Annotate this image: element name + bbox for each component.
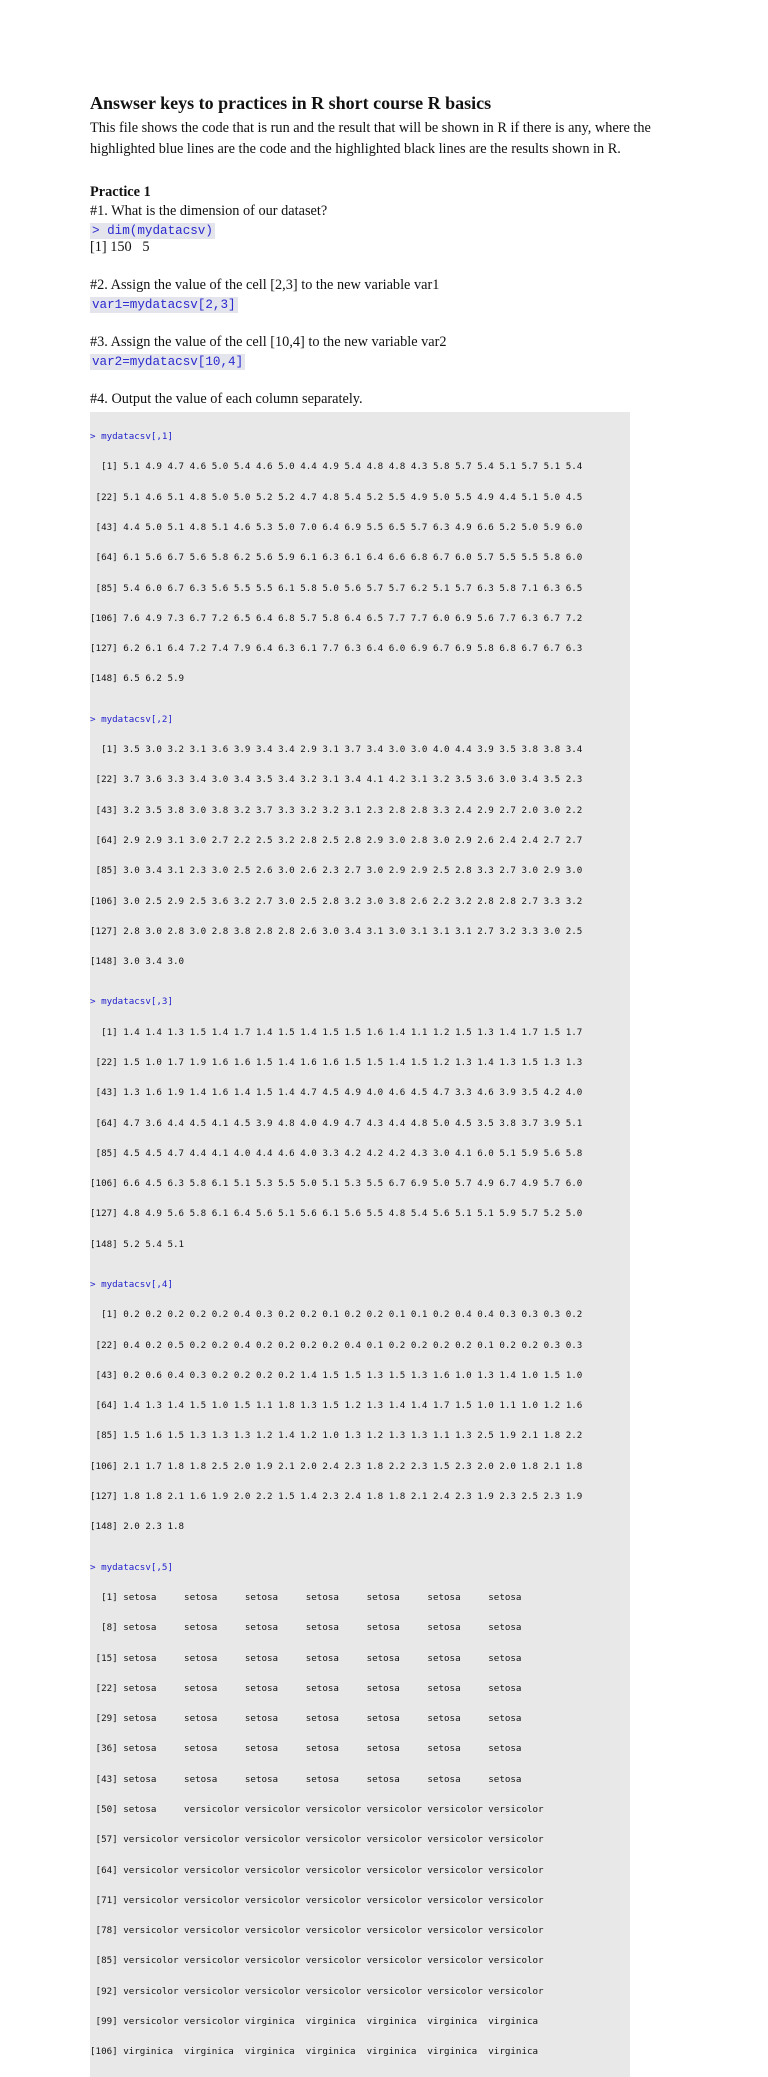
question-1-result: [1] 150 5 (90, 239, 150, 255)
console-command-col1: > mydatacsv[,1] (90, 431, 173, 443)
console-line: [36] setosa setosa setosa setosa setosa setosa setosa (90, 1743, 522, 1755)
intro-paragraph: This file shows the code that is run and the result that will be shown in R if there is any, where the highlighted blue lines are the code and the highlighted black lines are the results shown in R. (90, 120, 651, 157)
console-line: [43] 1.3 1.6 1.9 1.4 1.6 1.4 1.5 1.4 4.7 4.5 4.9 4.0 4.6 4.5 4.7 3.3 4.6 3.9 3.5 4.2 4.0 (90, 1087, 583, 1099)
console-line: [8] setosa setosa setosa setosa setosa setosa setosa (90, 1622, 522, 1634)
console-line: [148] 3.0 3.4 3.0 (90, 956, 185, 968)
console-line: [22] 1.5 1.0 1.7 1.9 1.6 1.6 1.5 1.4 1.6 1.6 1.5 1.5 1.4 1.5 1.2 1.3 1.4 1.3 1.5 1.3 1.3 (90, 1057, 583, 1068)
question-3-code: var2=mydatacsv[10,4] (92, 355, 244, 369)
question-1-text: #1. What is the dimension of our dataset? (90, 203, 328, 219)
question-4-text: #4. Output the value of each column separately. (90, 391, 363, 407)
console-line: [43] 3.2 3.5 3.8 3.0 3.8 3.2 3.7 3.3 3.2 3.2 3.1 2.3 2.8 2.8 3.3 2.4 2.9 2.7 2.0 3.0 2.2 (90, 804, 583, 816)
console-line: [29] setosa setosa setosa setosa setosa setosa setosa (90, 1713, 522, 1725)
question-2 (90, 276, 690, 313)
question-3 (90, 333, 690, 370)
console-line: [127] 1.8 1.8 2.1 1.6 1.9 2.0 2.2 1.5 1.4 2.3 2.4 1.8 1.8 2.1 2.4 2.3 1.9 2.3 2.5 2.3 1.9 (90, 1491, 583, 1503)
console-line: [22] setosa setosa setosa setosa setosa setosa setosa (90, 1682, 522, 1694)
console-line: [50] setosa versicolor versicolor versicolor versicolor versicolor versicolor (90, 1803, 544, 1815)
console-line: [85] 5.4 6.0 6.7 6.3 5.6 5.5 5.5 6.1 5.8 5.0 5.6 5.7 5.7 6.2 5.1 5.7 6.3 5.8 7.1 6.3 6.5 (90, 582, 583, 594)
console-line: [43] 4.4 5.0 5.1 4.8 5.1 4.6 5.3 5.0 7.0 6.4 6.9 5.5 6.5 5.7 6.3 4.9 6.6 5.2 5.0 5.9 6.0 (90, 522, 583, 534)
console-line: [99] versicolor versicolor virginica virginica virginica virginica virginica (90, 2015, 539, 2027)
console-line: [57] versicolor versicolor versicolor versicolor versicolor versicolor versicolor (90, 1834, 544, 1846)
console-line: [1] 3.5 3.0 3.2 3.1 3.6 3.9 3.4 3.4 2.9 3.1 3.7 3.4 3.0 3.0 4.0 4.4 3.9 3.5 3.8 3.8 3.4 (90, 744, 583, 756)
console-line: [64] 6.1 5.6 6.7 5.6 5.8 6.2 5.6 5.9 6.1 6.3 6.1 6.4 6.6 6.8 6.7 6.0 5.7 5.5 5.5 5.8 6.0 (90, 552, 583, 564)
question-1 (90, 202, 690, 256)
console-line: [22] 3.7 3.6 3.3 3.4 3.0 3.4 3.5 3.4 3.2 3.1 3.4 4.1 4.2 3.1 3.2 3.5 3.6 3.0 3.4 3.5 2.3 (90, 774, 583, 786)
console-line: [85] 3.0 3.4 3.1 2.3 3.0 2.5 2.6 3.0 2.6 2.3 2.7 3.0 2.9 2.9 2.5 2.8 3.3 2.7 3.0 2.9 3.0 (90, 865, 583, 877)
console-line: [64] 2.9 2.9 3.1 3.0 2.7 2.2 2.5 3.2 2.8 2.5 2.8 2.9 3.0 2.8 3.0 2.9 2.6 2.4 2.4 2.7 2.7 (90, 834, 583, 846)
console-line: [1] 1.4 1.4 1.3 1.5 1.4 1.7 1.4 1.5 1.4 1.5 1.5 1.6 1.4 1.1 1.2 1.5 1.3 1.4 1.7 1.5 1.7 (90, 1026, 583, 1038)
console-line: [15] setosa setosa setosa setosa setosa setosa setosa (90, 1652, 522, 1664)
console-line: [78] versicolor versicolor versicolor versicolor versicolor versicolor versicolor (90, 1925, 544, 1937)
console-line: [92] versicolor versicolor versicolor versicolor versicolor versicolor versicolor (90, 1985, 544, 1997)
console-command-col3: > mydatacsv[,3] (90, 996, 173, 1008)
console-line: [1] 0.2 0.2 0.2 0.2 0.2 0.4 0.3 0.2 0.2 0.1 0.2 0.2 0.1 0.1 0.2 0.4 0.4 0.3 0.3 0.3 0.2 (90, 1309, 583, 1321)
console-line: [85] 1.5 1.6 1.5 1.3 1.3 1.3 1.2 1.4 1.2 1.0 1.3 1.2 1.3 1.3 1.1 1.3 2.5 1.9 2.1 1.8 2.2 (90, 1430, 583, 1442)
console-line: [127] 4.8 4.9 5.6 5.8 6.1 6.4 5.6 5.1 5.6 6.1 5.6 5.5 4.8 5.4 5.6 5.1 5.1 5.9 5.7 5.2 5.0 (90, 1208, 583, 1220)
question-2-code: var1=mydatacsv[2,3] (92, 298, 236, 312)
console-line: [22] 0.4 0.2 0.5 0.2 0.2 0.4 0.2 0.2 0.2 0.2 0.4 0.1 0.2 0.2 0.2 0.2 0.1 0.2 0.2 0.3 0.3 (90, 1339, 583, 1351)
console-command-col4: > mydatacsv[,4] (90, 1279, 173, 1291)
console-line: [106] 6.6 4.5 6.3 5.8 6.1 5.1 5.3 5.5 5.0 5.1 5.3 5.5 6.7 6.9 5.0 5.7 4.9 6.7 4.9 5.7 6.0 (90, 1178, 583, 1190)
console-line: [106] 7.6 4.9 7.3 6.7 7.2 6.5 6.4 6.8 5.7 5.8 6.4 6.5 7.7 7.7 6.0 6.9 5.6 7.7 6.3 6.7 7.2 (90, 612, 583, 624)
console-line: [85] 4.5 4.5 4.7 4.4 4.1 4.0 4.4 4.6 4.0 3.3 4.2 4.2 4.2 4.3 3.0 4.1 6.0 5.1 5.9 5.6 5.8 (90, 1147, 583, 1159)
console-line: [148] 2.0 2.3 1.8 (90, 1521, 185, 1533)
console-line: [85] versicolor versicolor versicolor versicolor versicolor versicolor versicolor (90, 1955, 544, 1967)
question-4 (90, 390, 690, 409)
console-line: [127] 2.8 3.0 2.8 3.0 2.8 3.8 2.8 2.8 2.6 3.0 3.4 3.1 3.0 3.1 3.1 3.1 2.7 3.2 3.3 3.0 2.5 (90, 925, 583, 937)
console-line: [71] versicolor versicolor versicolor versicolor versicolor versicolor versicolor (90, 1894, 544, 1906)
r-console-output (90, 412, 630, 2077)
console-line: [43] setosa setosa setosa setosa setosa setosa setosa (90, 1773, 522, 1785)
question-2-text: #2. Assign the value of the cell [2,3] to the new variable var1 (90, 277, 440, 293)
question-3-text: #3. Assign the value of the cell [10,4] to the new variable var2 (90, 334, 447, 350)
console-line: [22] 5.1 4.6 5.1 4.8 5.0 5.0 5.2 5.2 4.7 4.8 5.4 5.2 5.5 4.9 5.0 5.5 4.9 4.4 5.1 5.0 4.5 (90, 491, 583, 503)
console-command-col2: > mydatacsv[,2] (90, 713, 173, 725)
console-line: [106] 3.0 2.5 2.9 2.5 3.6 3.2 2.7 3.0 2.5 2.8 3.2 3.0 3.8 2.6 2.2 3.2 2.8 2.8 2.7 3.3 3.2 (90, 895, 583, 907)
console-line: [127] 6.2 6.1 6.4 7.2 7.4 7.9 6.4 6.3 6.1 7.7 6.3 6.4 6.0 6.9 6.7 6.9 5.8 6.8 6.7 6.7 6.3 (90, 643, 583, 655)
console-line: [106] 2.1 1.7 1.8 1.8 2.5 2.0 1.9 2.1 2.0 2.4 2.3 1.8 2.2 2.3 1.5 2.3 2.0 2.0 1.8 2.1 1.8 (90, 1460, 583, 1472)
console-line: [1] 5.1 4.9 4.7 4.6 5.0 5.4 4.6 5.0 4.4 4.9 5.4 4.8 4.8 4.3 5.8 5.7 5.4 5.1 5.7 5.1 5.4 (90, 461, 583, 473)
console-line: [106] virginica virginica virginica virginica virginica virginica virginica (90, 2046, 539, 2058)
practice-heading: Practice 1 (90, 184, 151, 200)
document-title: Answser keys to practices in R short course R basics (90, 93, 492, 113)
console-line: [1] setosa setosa setosa setosa setosa setosa setosa (90, 1591, 522, 1603)
console-line: [43] 0.2 0.6 0.4 0.3 0.2 0.2 0.2 0.2 1.4 1.5 1.5 1.3 1.5 1.3 1.6 1.0 1.3 1.4 1.0 1.5 1.0 (90, 1369, 583, 1381)
console-line: [64] versicolor versicolor versicolor versicolor versicolor versicolor versicolor (90, 1864, 544, 1876)
document-page (90, 92, 690, 2077)
console-line: [64] 4.7 3.6 4.4 4.5 4.1 4.5 3.9 4.8 4.0 4.9 4.7 4.3 4.4 4.8 5.0 4.5 3.5 3.8 3.7 3.9 5.1 (90, 1117, 583, 1129)
console-line: [148] 5.2 5.4 5.1 (90, 1238, 185, 1250)
console-line: [64] 1.4 1.3 1.4 1.5 1.0 1.5 1.1 1.8 1.3 1.5 1.2 1.3 1.4 1.4 1.7 1.5 1.0 1.1 1.0 1.2 1.6 (90, 1400, 583, 1412)
question-1-code: > dim(mydatacsv) (92, 224, 213, 238)
console-line: [148] 6.5 6.2 5.9 (90, 673, 185, 685)
console-command-col5: > mydatacsv[,5] (90, 1561, 173, 1573)
